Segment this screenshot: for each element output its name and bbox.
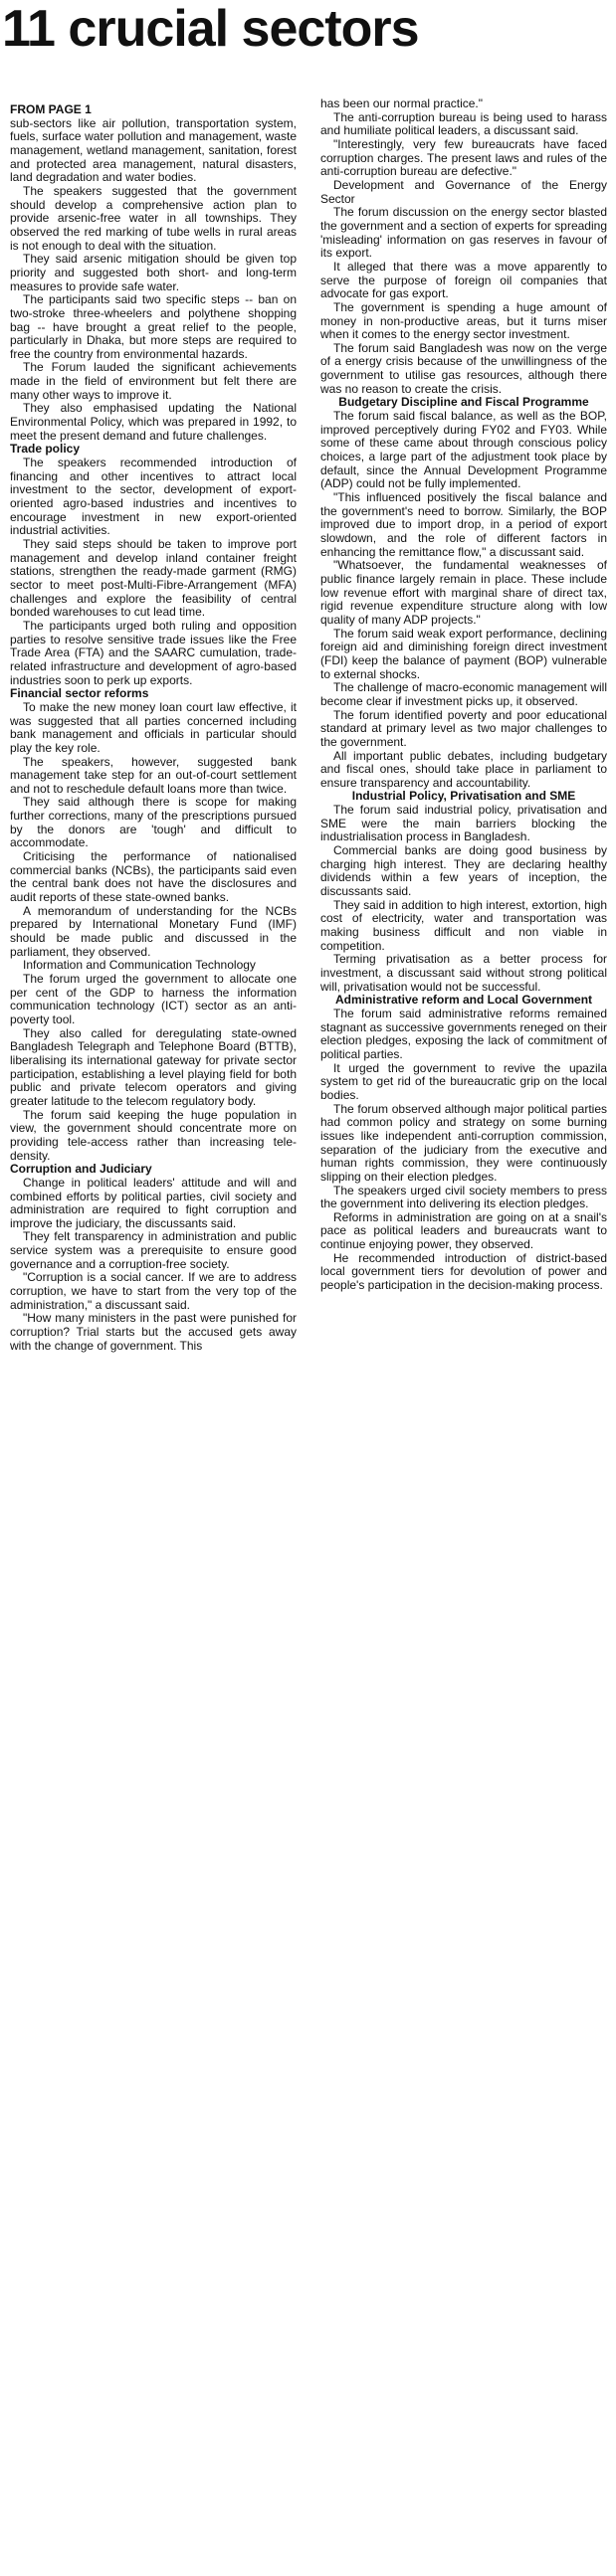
article-paragraph: They also emphasised updating the National Environmental Policy, which was prepared in 1992, to meet the present demand and future challenges. xyxy=(10,401,297,443)
article-paragraph: "Interestingly, very few bureaucrats have faced corruption charges. The present laws and rules of the anti-corruption bureau are defective." xyxy=(320,136,607,179)
article-paragraph: Change in political leaders' attitude and will and combined efforts by political parties, civil society and administration are required to fight corruption and improve the judiciary, the discussants said. xyxy=(10,1175,297,1230)
section-heading: Budgetary Discipline and Fiscal Programme xyxy=(338,395,589,410)
article-paragraph: Terming privatisation as a better process for investment, a discussant said without strong political will, privatisation would not be successful. xyxy=(320,952,607,994)
article-paragraph: They said arsenic mitigation should be given top priority and suggested both short- and long-term measures to provide safe water. xyxy=(10,252,297,293)
headline: 11 crucial sectors xyxy=(2,0,419,58)
article-paragraph: It alleged that there was a move apparently to serve the purpose of foreign oil companies that advocate for gas export. xyxy=(320,259,607,301)
article-paragraph: The speakers, however, suggested bank management take step for an out-of-court settlement and not to reschedule default loans more than twice. xyxy=(10,754,297,796)
article-paragraph: The participants said two specific steps -- ban on two-stroke three-wheelers and polythene shopping bag -- have brought a great relief to the people, particularly in Dhaka, but more steps are required to free the country from environmental hazards. xyxy=(10,292,297,361)
article-paragraph: The forum discussion on the energy sector blasted the government and a section of experts for spreading 'misleading' information on gas reserves in favour of its export. xyxy=(320,205,607,261)
article-paragraph: They said steps should be taken to improve port management and develop inland container freight stations, strengthen the ready-made garment (RMG) sector to meet post-Multi-Fibre-Arrangement (MFA) challenges and explore the feasibility of central bonded warehouses to cut lead time. xyxy=(10,537,297,620)
article-paragraph: The forum said Bangladesh was now on the verge of a energy crisis because of the unwillingness of the government to utilise gas resources, although there was no reason to create the crisis. xyxy=(320,340,607,396)
section-heading: Financial sector reforms xyxy=(10,686,149,701)
article-paragraph: "Whatsoever, the fundamental weaknesses of public finance largely remain in place. These include low revenue effort with marginal share of direct tax, rigid revenue expenditure structure along with low quality of many ADP projects." xyxy=(320,558,607,627)
article-paragraph: The anti-corruption bureau is being used to harass and humiliate political leaders, a discussant said. xyxy=(320,109,607,138)
article-paragraph: The forum said administrative reforms remained stagnant as successive governments reneged on their election pledges, exposing the lack of commitment of political parties. xyxy=(320,1006,607,1061)
section-subhead: Development and Governance of the Energy Sector xyxy=(320,177,607,206)
article-paragraph: A memorandum of understanding for the NCBs prepared by International Monetary Fund (IMF) should be made public and discussed in the parliament, they observed. xyxy=(10,903,297,959)
article-paragraph: The speakers suggested that the government should develop a comprehensive action plan to provide arsenic-free water in all townships. They observed the red marking of tube wells in rural areas is not enough to deal with the situation. xyxy=(10,183,297,253)
left-column xyxy=(10,103,297,2576)
article-paragraph: Criticising the performance of nationalised commercial banks (NCBs), the participants said even the central bank does not have the disclosures and audit reports of these state-owned banks. xyxy=(10,849,297,905)
section-heading: Corruption and Judiciary xyxy=(10,1162,152,1177)
article-paragraph: To make the new money loan court law effective, it was suggested that all parties concerned including bank management and officials in particular should play the key role. xyxy=(10,699,297,755)
article-paragraph: They said in addition to high interest, extortion, high cost of electricity, water and transportation was making business difficult and non viable in competition. xyxy=(320,897,607,953)
article-paragraph: Commercial banks are doing good business by charging high interest. They are declaring healthy dividends within a few years of inception, the discussants said. xyxy=(320,843,607,899)
article-paragraph: "Corruption is a social cancer. If we are to address corruption, we have to start from the very top of the administration," a discussant said. xyxy=(10,1270,297,1312)
article-paragraph: has been our normal practice." xyxy=(320,97,484,110)
article-paragraph: He recommended introduction of district-based local government tiers for devolution of power and people's participation in the decision-making process. xyxy=(320,1250,607,1293)
section-subhead: Information and Communication Technology xyxy=(23,958,256,973)
article-paragraph: They also called for deregulating state-owned Bangladesh Telegraph and Telephone Board (BTTB), liberalising its international gateway for private sector participation, establishing a level playing field for both public and private telecom operators and giving greater latitude to the telecom regulatory body. xyxy=(10,1025,297,1108)
article-paragraph: The participants urged both ruling and opposition parties to resolve sensitive trade issues like the Free Trade Area (FTA) and the SAARC cumulation, trade-related infrastructure and development of agro-based industries soon to perk up exports. xyxy=(10,618,297,687)
section-heading: Industrial Policy, Privatisation and SME xyxy=(351,789,576,804)
article-paragraph: "How many ministers in the past were punished for corruption? Trial starts but the accused gets away with the change of government. This xyxy=(10,1311,297,1353)
section-heading: Administrative reform and Local Government xyxy=(334,993,593,1008)
article-paragraph: They felt transparency in administration and public service system was a prerequisite to ensure good governance and a corruption-free society. xyxy=(10,1229,297,1271)
article-paragraph: The forum said keeping the huge population in view, the government should concentrate more on providing tele-access rather than increasing tele-density. xyxy=(10,1107,297,1163)
article-paragraph: Reforms in administration are going on at a snail's pace as political leaders and bureaucrats want to continue enjoying power, they observed. xyxy=(320,1209,607,1252)
article-paragraph: The forum said industrial policy, privatisation and SME were the main barriers blocking the industrialisation process in Bangladesh. xyxy=(320,803,607,844)
article-paragraph: "This influenced positively the fiscal balance and the government's need to borrow. Similarly, the BOP improved due to import drop, in a period of export slowdown, and the role of different factors in enhancing the remittance flow," a discussant said. xyxy=(320,490,607,559)
article-paragraph: The speakers recommended introduction of financing and other incentives to attract local investment to the sector, development of export-oriented agro-based industries and incentives to encourage investment in new export-oriented industrial activities. xyxy=(10,456,297,538)
article-paragraph: It urged the government to revive the upazila system to get rid of the bureaucratic grip on the local bodies. xyxy=(320,1060,607,1102)
article-paragraph: The speakers urged civil society members to press the government into delivering its election pledges. xyxy=(320,1183,607,1211)
article-paragraph: sub-sectors like air pollution, transportation system, fuels, surface water pollution and management, waste management, wetland management, sanitation, forest and protected area management, natural disasters, land degradation and water bodies. xyxy=(10,115,297,185)
article-paragraph: The forum identified poverty and poor educational standard at primary level as two major challenges to the government. xyxy=(320,707,607,749)
article-paragraph: The forum observed although major political parties had common policy and strategy on some burning issues like independent anti-corruption commission, separation of the judiciary from the executive and human rights commission, they were continuously slipping on their election pledges. xyxy=(320,1101,607,1184)
article-paragraph: The forum said fiscal balance, as well as the BOP, improved perceptively during FY02 and FY03. While some of these came about through conscious policy choices, a large part of the adjustment took place by default, since the Annual Development Programme (ADP) could not be fully implemented. xyxy=(320,409,607,491)
article-paragraph: The government is spending a huge amount of money in non-productive areas, but it turns miser when it comes to the energy sector investment. xyxy=(320,299,607,342)
section-heading: Trade policy xyxy=(10,442,81,457)
article-paragraph: The forum said weak export performance, declining foreign aid and diminishing foreign direct investment (FDI) keep the balance of payment (BOP) vulnerable to external shocks. xyxy=(320,626,607,681)
article-paragraph: They said although there is scope for making further corrections, many of the prescriptions pursued by the donors are 'tough' and difficult to accommodate. xyxy=(10,795,297,850)
right-column xyxy=(320,97,607,2574)
article-paragraph: The challenge of macro-economic management will become clear if investment picks up, it observed. xyxy=(320,680,607,708)
article-paragraph: The Forum lauded the significant achievements made in the field of environment but felt there are many other ways to improve it. xyxy=(10,360,297,402)
continuation-kicker: FROM PAGE 1 xyxy=(10,103,92,116)
article-paragraph: All important public debates, including budgetary and fiscal ones, should take place in parliament to ensure transparency and accountability. xyxy=(320,748,607,790)
article-paragraph: The forum urged the government to allocate one per cent of the GDP to harness the information communication technology (ICT) sector as an anti-poverty tool. xyxy=(10,972,297,1026)
